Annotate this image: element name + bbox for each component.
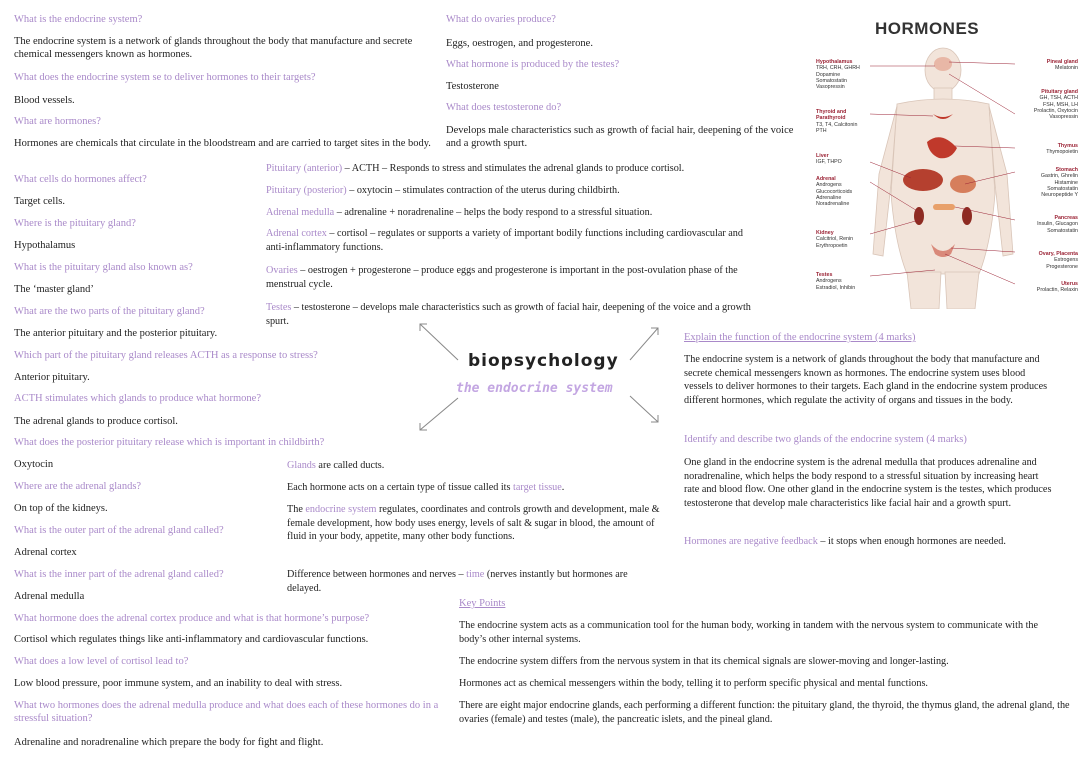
key-point: The endocrine system differs from the nervous system in that its chemical signals are slower-moving and longer-lasting. [459,656,949,667]
pancreas [933,204,955,210]
hormone-label: Ovary, Placenta Estrogens Progesterone [1038,251,1078,270]
hormone-label: Pituitary gland GH, TSH, ACTH FSH, MSH, LH Prolactin, Oxytocin Vasopressin [1033,89,1078,121]
qa-question: ACTH stimulates which glands to produce what hormone? [14,393,261,404]
hormone-label: Hypothalamus TRH, CRH, GHRH Dopamine Somatostatin Vasopressin [816,59,860,91]
qa-question: What does the endocrine system se to deliver hormones to their targets? [14,72,316,83]
qa-answer: Hormones are chemicals that circulate in the bloodstream and are carried to target sites in the body. [14,138,431,149]
hormone-label: Pancreas Insulin, Glucagon Somatostatin [1037,215,1078,234]
qa-question: What is the pituitary gland also known as? [14,262,193,273]
qa-answer: On top of the kidneys. [14,503,108,514]
gland-desc: – oxytocin – stimulates contraction of the uterus during childbirth. [346,185,620,196]
key-points-heading: Key Points [459,598,506,609]
hormone-label: Pineal gland Melatonin [1046,59,1078,72]
qa-question: Where is the pituitary gland? [14,218,136,229]
qa-question: What cells do hormones affect? [14,174,147,185]
fact-item: The endocrine system regulates, coordinates and controls growth and development, male & female development, how body uses energy, levels of salt & sugar in blood, the amount of fluid in your body, appetite, many other body functions. [287,504,660,542]
qa-question: What are hormones? [14,116,101,127]
liver [903,169,943,191]
gland-item [266,184,796,198]
qa-answer: Low blood pressure, poor immune system, and an inability to deal with stress. [14,678,343,689]
qa-question: What two hormones does the adrenal medulla produce and what does each of these hormones do in a stressful situation? [14,700,439,724]
exam-question: Explain the function of the endocrine system (4 marks) [684,332,916,343]
key-point: There are eight major endocrine glands, each performing a different function: the pituitary gland, the thyroid, the thymus gland, the adrenal gland, the ovaries (female) and testes (male), the pancreatic islets, and the pineal gland. [459,700,1070,725]
qa-answer: Cortisol which regulates things like anti-inflammatory and cardiovascular functions. [14,634,369,645]
fact-item: Glands are called ducts. [287,460,385,471]
exam-question: Identify and describe two glands of the endocrine system (4 marks) [684,434,967,445]
gland-name: Ovaries [266,265,298,276]
key-point: Hormones act as chemical messengers within the body, telling it to perform specific physical and mental functions. [459,678,928,689]
arrow-line [630,328,658,360]
exam-answer: The endocrine system is a network of glands throughout the body that manufacture and secrete chemical messengers known as hormones. The endocrine system uses blood vessels to deliver hormones to their targets. Each gland in the endocrine system produces different hormones, which regulate the activity of organs and tissues in the body. [684,354,1048,406]
negative-feedback-note: Hormones are negative feedback – it stops when enough hormones are needed. [684,536,1006,547]
gland-desc: – cortisol – regulates or supports a variety of important bodily functions including cardiovascular and anti-inflammatory functions. [266,228,743,253]
stomach [950,175,976,193]
hormone-label: Kidney Calcitriol, Renin Erythropoetin [816,230,854,249]
right-leg [945,272,979,309]
gland-desc: – adrenaline + noradrenaline – helps the body respond to a stressful situation. [334,207,653,218]
qa-question: What hormone does the adrenal cortex produce and what is that hormone’s purpose? [14,613,370,624]
qa-answer: Adrenal medulla [14,591,85,602]
brain [934,57,952,71]
qa-answer: Develops male characteristics such as growth of facial hair, deepening of the voice and a growth spurt. [446,125,794,149]
gland-desc: – ACTH – Responds to stress and stimulates the adrenal glands to produce cortisol. [342,163,685,174]
qa-question: What does the posterior pituitary release which is important in childbirth? [14,437,325,448]
gland-name: Testes [266,302,292,313]
qa-answer: Oxytocin [14,459,54,470]
gland-item [266,264,766,291]
page-title: biopsychology [468,351,619,371]
gland-name: Pituitary (posterior) [266,185,347,196]
qa-answer: Adrenal cortex [14,547,77,558]
qa-question: What is the endocrine system? [14,14,143,25]
gland-item [266,227,761,254]
arrow-line [420,324,458,360]
arrow-line [630,396,658,422]
qa-question: What do ovaries produce? [446,14,556,25]
qa-question: Which part of the pituitary gland releases ACTH as a response to stress? [14,350,318,361]
qa-answer: Eggs, oestrogen, and progesterone. [446,38,593,49]
qa-question: What are the two parts of the pituitary gland? [14,306,205,317]
torso [891,99,995,274]
hormone-label: Liver IGF, THPO [816,153,842,166]
qa-answer: Anterior pituitary. [14,372,90,383]
qa-answer: Adrenaline and noradrenaline which prepare the body for fight and flight. [14,737,324,748]
hormone-label: Thymus Thymopoietin [1046,143,1078,156]
hormone-label: Uterus Prolactin, Relaxin [1036,281,1078,294]
gland-desc: – testosterone – develops male characteristics such as growth of facial hair, deepening of the voice and a growth spurt. [266,302,751,327]
gland-name: Adrenal cortex [266,228,327,239]
gland-item [266,162,796,176]
gland-name: Pituitary (anterior) [266,163,343,174]
qa-question: What is the inner part of the adrenal gland called? [14,569,224,580]
key-point: The endocrine system acts as a communication tool for the human body, working in tandem with the nervous system to communicate with the body’s other internal systems. [459,620,1039,645]
left-leg [907,272,941,309]
qa-question: Where are the adrenal glands? [14,481,142,492]
hormone-label: Stomach Gastrin, Ghrelin Histamine Somatostatin Neuropeptide Y [1040,167,1078,199]
arrow-line [420,398,458,430]
exam-answer: One gland in the endocrine system is the adrenal medulla that produces adrenaline and noradrenaline, which helps the body respond to a stressful situation by increasing heart rate and blood flow. One other gland in the endocrine system is the testes, which produces testosterone that develop male characteristics like facial hair and a growth spurt. [684,457,1052,509]
title-arrows [410,318,680,438]
qa-answer: The adrenal glands to produce cortisol. [14,416,178,427]
fact-item: Each hormone acts on a certain type of tissue called its target tissue. [287,482,565,493]
gland-item [266,206,796,220]
gland-desc: – oestrogen + progesterone – produce eggs and progesterone is important in the post-ovulation phase of the menstrual cycle. [266,265,738,290]
qa-answer: The anterior pituitary and the posterior pituitary. [14,328,218,339]
qa-question: What hormone is produced by the testes? [446,59,620,70]
fact-item: Difference between hormones and nerves – time (nerves instantly but hormones are delayed. [287,569,628,594]
qa-answer: Blood vessels. [14,95,75,106]
gland-name: Adrenal medulla [266,207,335,218]
qa-question: What does a low level of cortisol lead to? [14,656,189,667]
qa-answer: The ‘master gland’ [14,284,94,295]
hormones-title: HORMONES [875,19,980,38]
qa-answer: The endocrine system is a network of glands throughout the body that manufacture and secrete chemical messengers known as hormones. [14,36,413,60]
qa-answer: Target cells. [14,196,65,207]
qa-question: What is the outer part of the adrenal gland called? [14,525,224,536]
hormone-label: Testes Androgens Estradiol, Inhibin [816,272,856,291]
hormone-label: Thyroid and Parathyroid T3, T4, Calcitonin PTH [816,109,858,134]
qa-question: What does testosterone do? [446,102,562,113]
qa-answer: Testosterone [446,81,499,92]
page-subtitle: the endocrine system [456,381,613,396]
hormone-label: Adrenal Androgens Glucocorticoids Adrenaline Noradrenaline [816,176,853,208]
qa-answer: Hypothalamus [14,240,76,251]
